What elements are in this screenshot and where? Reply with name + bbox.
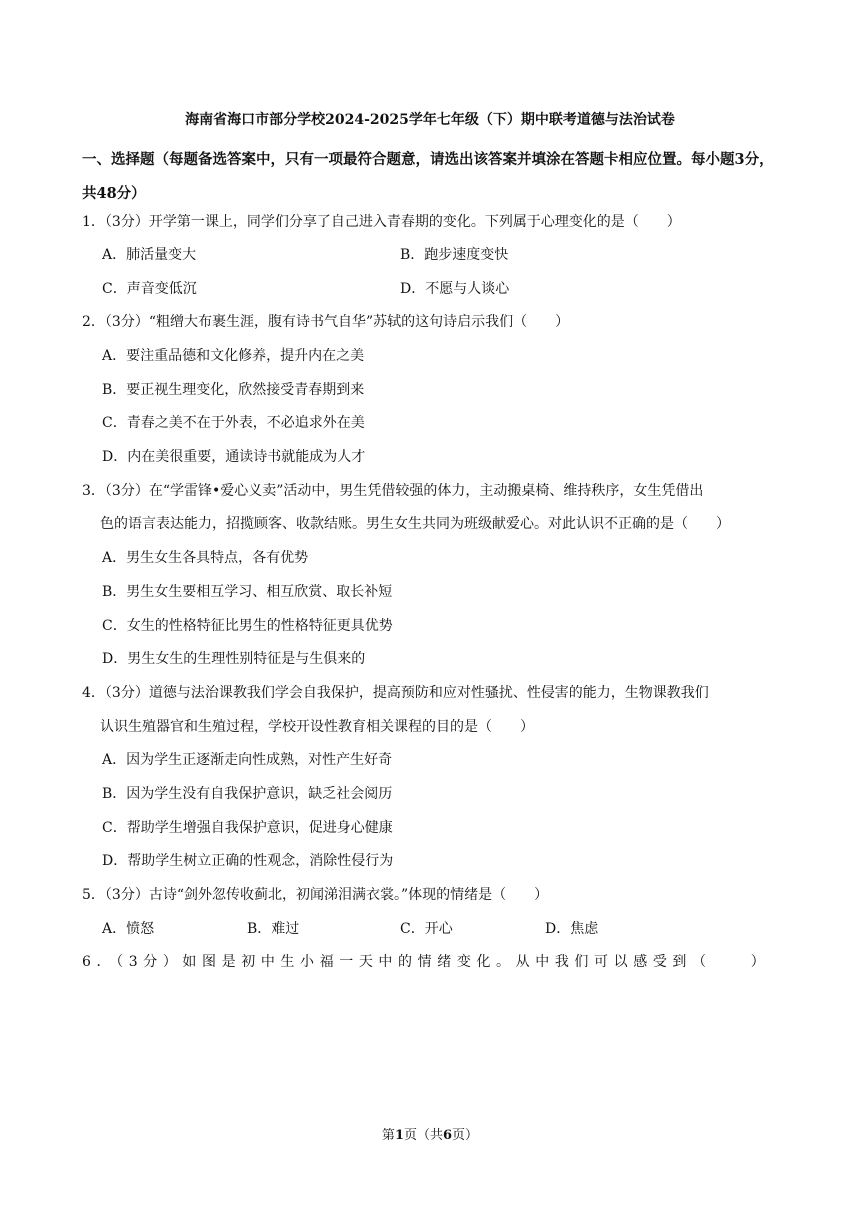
question-3-stem-line-1: 3．（3分）在“学雷锋•爱心义卖”活动中，男生凭借较强的体力，主动搬桌椅、维持秩序，女生凭借出	[82, 483, 704, 499]
question-5-stem: 5．（3分）古诗“剑外忽传收蓟北，初闻涕泪满衣裳。”体现的情绪是（ ）	[82, 887, 549, 903]
question-2-option-d: D．内在美很重要，通读诗书就能成为人才	[102, 449, 366, 465]
question-3-option-c: C．女生的性格特征比男生的性格特征更具优势	[102, 618, 393, 634]
question-2-option-a: A．要注重品德和文化修养，提升内在之美	[102, 348, 365, 364]
question-2-stem: 2．（3分）“粗缯大布裹生涯，腹有诗书气自华”苏轼的这句诗启示我们（ ）	[82, 314, 570, 330]
question-2-option-c: C．青春之美不在于外表，不必追求外在美	[102, 415, 365, 431]
question-1-option-a: A．肺活量变大	[102, 247, 197, 263]
question-5-option-d: D．焦虑	[545, 921, 599, 937]
question-1-option-c: C．声音变低沉	[102, 281, 197, 297]
question-2-option-b: B．要正视生理变化，欣然接受青春期到来	[102, 382, 365, 398]
footer-total-pages: 6	[443, 1128, 453, 1143]
question-4-stem-line-2: 认识生殖器官和生殖过程，学校开设性教育相关课程的目的是（ ）	[100, 719, 534, 735]
footer-page-number: 1	[394, 1128, 404, 1143]
question-4-option-c: C．帮助学生增强自我保护意识，促进身心健康	[102, 820, 393, 836]
question-1-stem: 1．（3分）开学第一课上，同学们分享了自己进入青春期的变化。下列属于心理变化的是（ ）	[82, 214, 681, 230]
question-4-option-b: B．因为学生没有自我保护意识，缺乏社会阅历	[102, 786, 393, 802]
question-3-option-b: B．男生女生要相互学习、相互欣赏、取长补短	[102, 584, 393, 600]
footer-suffix: 页）	[452, 1128, 479, 1143]
question-4-option-a: A．因为学生正逐渐走向性成熟，对性产生好奇	[102, 752, 393, 768]
question-3-option-d: D．男生女生的生理性别特征是与生俱来的	[102, 651, 366, 667]
section-heading: 一、选择题（每题备选答案中，只有一项最符合题意，请选出该答案并填涂在答题卡相应位置。每小题3分，共48分）	[82, 151, 774, 202]
question-3-option-a: A．男生女生各具特点，各有优势	[102, 550, 309, 566]
question-5-option-c: C．开心	[400, 921, 453, 937]
question-5-option-b: B．难过	[247, 921, 300, 937]
question-3-stem-line-2: 色的语言表达能力，招揽顾客、收款结账。男生女生共同为班级献爱心。对此认识不正确的是（ ）	[100, 516, 730, 532]
question-4-stem-line-1: 4．（3分）道德与法治课教我们学会自我保护，提高预防和应对性骚扰、性侵害的能力，生物课教我们	[82, 685, 709, 701]
question-1-option-b: B．跑步速度变快	[400, 247, 509, 263]
footer-mid: 页（共	[403, 1128, 443, 1143]
question-4-option-d: D．帮助学生树立正确的性观念，消除性侵行为	[102, 853, 394, 869]
footer-prefix: 第	[381, 1128, 395, 1143]
question-6-stem: 6．（3分）如图是初中生小福一天中的情绪变化。从中我们可以感受到（ ）	[82, 954, 771, 970]
page-footer	[0, 1126, 860, 1146]
question-5-option-a: A．愤怒	[102, 921, 155, 937]
question-1-option-d: D．不愿与人谈心	[400, 281, 510, 297]
exam-title: 海南省海口市部分学校2024-2025学年七年级（下）期中联考道德与法治试卷	[185, 112, 675, 128]
